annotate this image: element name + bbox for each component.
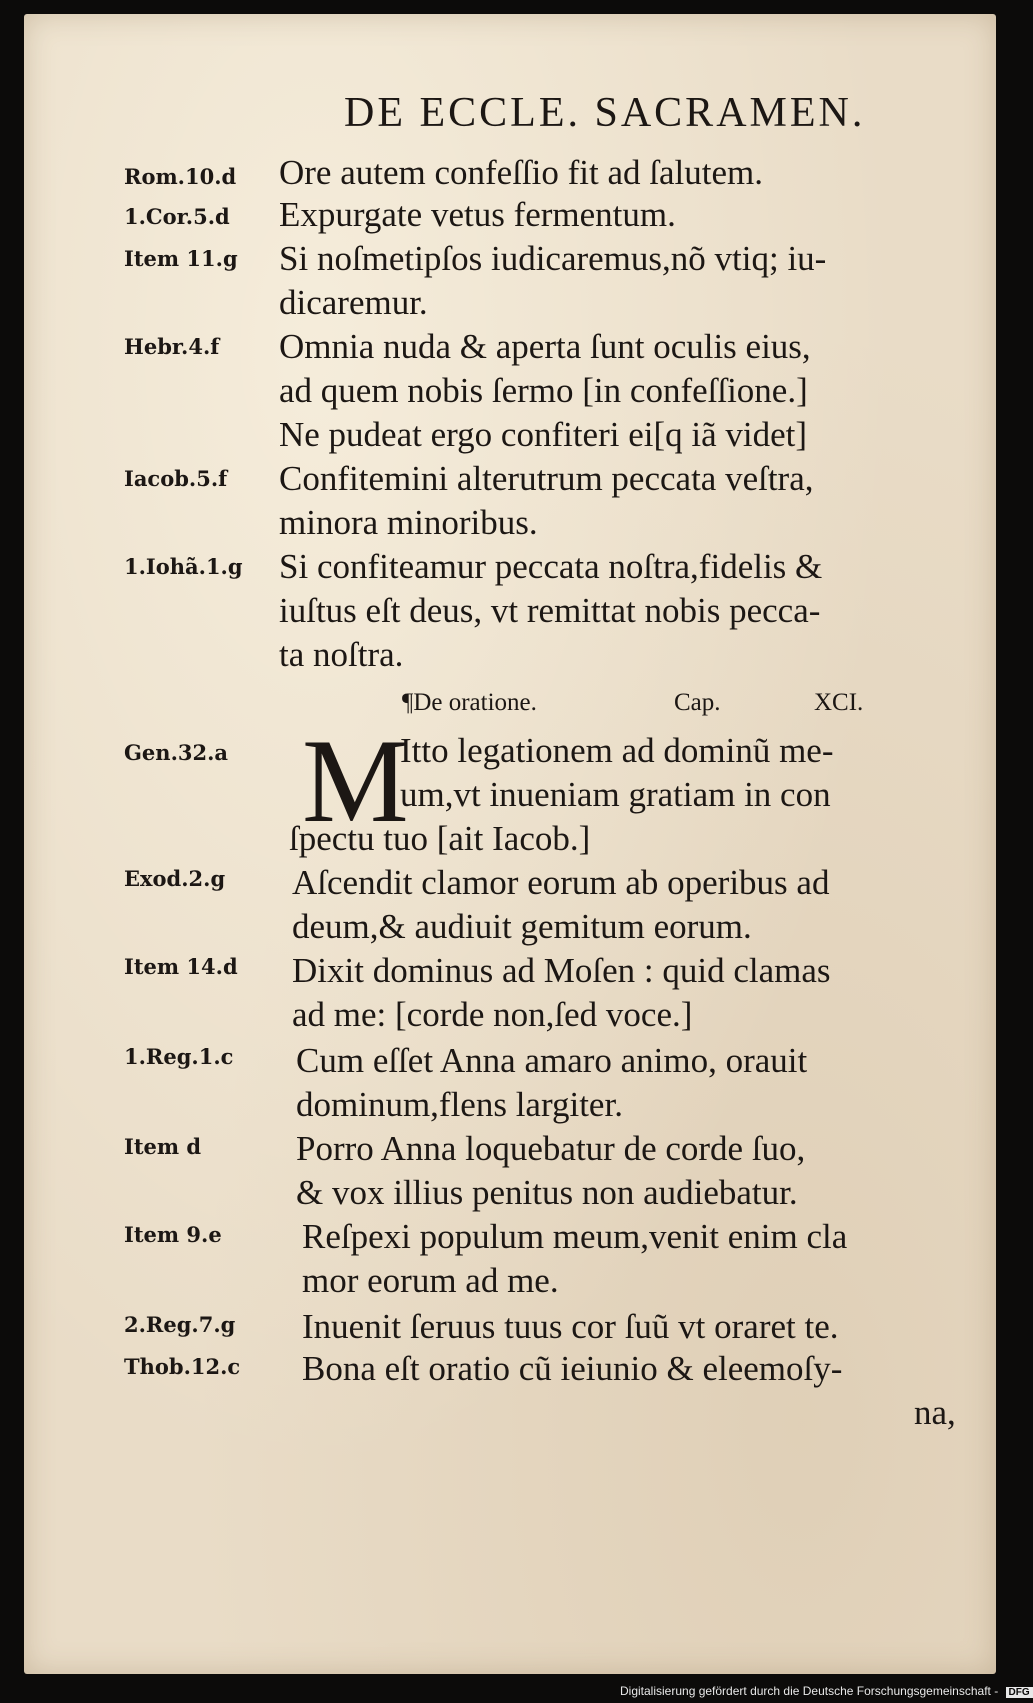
- margin-reference: Item 9.e: [124, 1222, 222, 1247]
- chapter-number: XCI.: [814, 689, 864, 716]
- text-line: mor eorum ad me.: [302, 1261, 559, 1300]
- chapter-title: ¶De oratione.: [402, 689, 537, 716]
- text-line: minora minoribus.: [279, 503, 538, 542]
- text-line: Dixit dominus ad Moſen : quid clamas: [292, 951, 831, 990]
- text-line: ta noſtra.: [279, 635, 404, 674]
- margin-reference: Item 11.g: [124, 246, 238, 271]
- margin-reference: Iacob.5.f: [124, 466, 228, 491]
- margin-reference: 1.Iohã.1.g: [124, 554, 243, 579]
- text-line: & vox illius penitus non audiebatur.: [296, 1173, 798, 1212]
- text-line: iuſtus eſt deus, vt remittat nobis pecca-: [279, 591, 821, 630]
- text-line: Expurgate vetus fermentum.: [279, 195, 676, 234]
- margin-reference: Exod.2.g: [124, 866, 226, 891]
- margin-reference: Thob.12.c: [124, 1354, 241, 1379]
- drop-cap-initial: M: [302, 714, 409, 847]
- text-line: Cum eſſet Anna amaro animo, orauit: [296, 1041, 808, 1080]
- text-line: Inuenit ſeruus tuus cor ſuũ vt oraret te.: [302, 1307, 839, 1346]
- text-line: Ore autem confeſſio fit ad ſalutem.: [279, 153, 763, 192]
- digitization-credit: [620, 1684, 1033, 1698]
- margin-reference: 2.Reg.7.g: [124, 1312, 236, 1337]
- margin-reference: Hebr.4.f: [124, 334, 220, 359]
- text-line: Confitemini alterutrum peccata veſtra,: [279, 459, 814, 498]
- text-line: ſpectu tuo [ait Iacob.]: [289, 819, 591, 858]
- margin-reference: 1.Cor.5.d: [124, 204, 230, 229]
- text-line: Si noſmetipſos iudicaremus,nõ vtiq; iu-: [279, 239, 827, 278]
- text-line: deum,& audiuit gemitum eorum.: [292, 907, 752, 946]
- text-line: dominum,flens largiter.: [296, 1085, 623, 1124]
- book-page: [24, 14, 996, 1674]
- text-line: Omnia nuda & aperta ſunt oculis eius,: [279, 327, 811, 366]
- text-line: Ne pudeat ergo confiteri ei[q iã videt]: [279, 415, 808, 454]
- catchword: na,: [914, 1393, 956, 1432]
- margin-reference: Gen.32.a: [124, 740, 229, 765]
- margin-reference: Rom.10.d: [124, 164, 237, 189]
- running-head: DE ECCLE. SACRAMEN.: [344, 90, 866, 136]
- dfg-logo: DFG: [1006, 1687, 1033, 1698]
- text-line: Porro Anna loquebatur de corde ſuo,: [296, 1129, 806, 1168]
- text-line: Si confiteamur peccata noſtra,fidelis &: [279, 547, 823, 586]
- text-line: dicaremur.: [279, 283, 428, 322]
- margin-reference: Item d: [124, 1134, 202, 1159]
- chapter-cap-label: Cap.: [674, 689, 721, 716]
- margin-reference: 1.Reg.1.c: [124, 1044, 234, 1069]
- text-line: Reſpexi populum meum,venit enim cla: [302, 1217, 848, 1256]
- text-line: ad me: [corde non,ſed voce.]: [292, 995, 693, 1034]
- text-line: Bona eſt oratio cũ ieiunio & eleemoſy-: [302, 1349, 843, 1388]
- credit-text: Digitalisierung gefördert durch die Deutsche Forschungsgemeinschaft -: [620, 1684, 999, 1698]
- margin-reference: Item 14.d: [124, 954, 238, 979]
- text-line: um,vt inueniam gratiam in con: [400, 775, 831, 814]
- text-line: ad quem nobis ſermo [in confeſſione.]: [279, 371, 808, 410]
- text-line: Aſcendit clamor eorum ab operibus ad: [292, 863, 830, 902]
- text-line: Itto legationem ad dominũ me-: [400, 731, 834, 770]
